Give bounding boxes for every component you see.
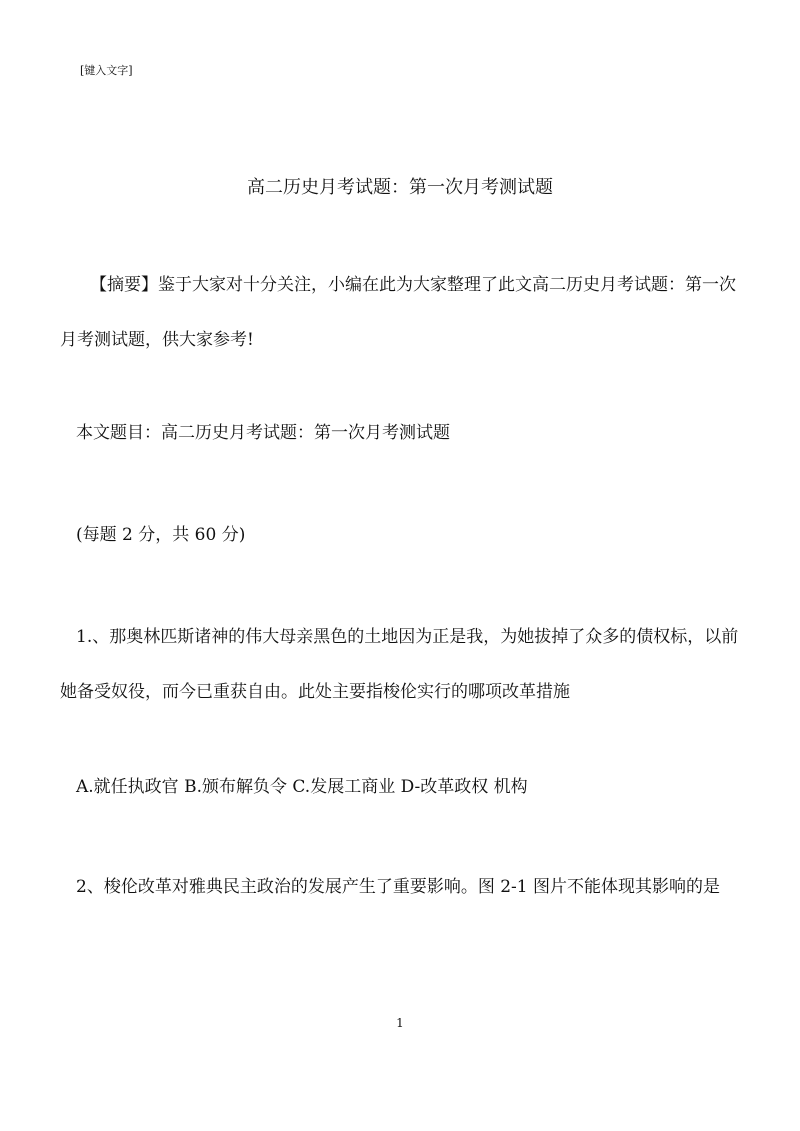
document-title: 高二历史月考试题：第一次月考测试题	[247, 177, 553, 198]
header-placeholder: [键入文字]	[80, 64, 133, 77]
question-1-text: 1.、那奥林匹斯诸神的伟大母亲黑色的土地因为正是我，为她拔掉了众多的债权标，以前她备受奴役，而今已重获自由。此处主要指梭伦实行的哪项改革措施	[60, 627, 739, 702]
subject-line: 本文题目：高二历史月考试题：第一次月考测试题	[76, 423, 450, 443]
score-note: (每题 2 分，共 60 分)	[76, 525, 246, 545]
page-number: 1	[396, 1016, 404, 1030]
abstract-paragraph: 【摘要】鉴于大家对十分关注，小编在此为大家整理了此文高二历史月考试题：第一次月考测试题，供大家参考!	[60, 275, 736, 350]
question-2-text: 2、梭伦改革对雅典民主政治的发展产生了重要影响。图 2-1 图片不能体现其影响的是	[76, 877, 720, 897]
question-1-options: A.就任执政官 B.颁布解负令 C.发展工商业 D-改革政权 机构	[76, 777, 528, 797]
